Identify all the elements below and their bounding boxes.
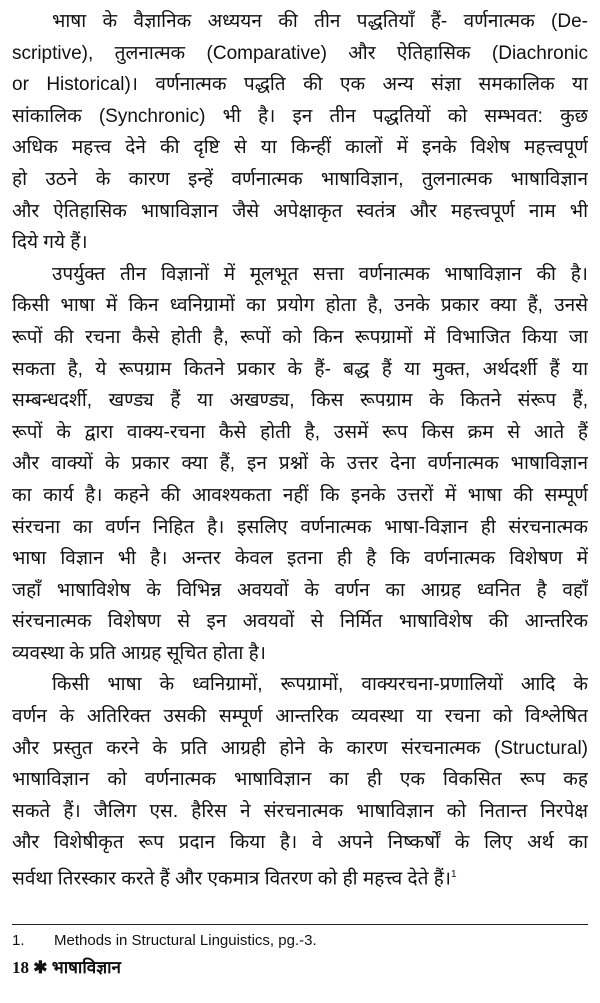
text-line: और वाक्यों के प्रकार क्या हैं, इन प्रश्नों के उत्तर देना वर्णनात्मक भाषाविज्ञान [12, 453, 588, 475]
footnote-divider [12, 924, 588, 925]
text-line: हो उठने के कारण इन्हें वर्णनात्मक भाषाविज्ञान, तुलनात्मक भाषाविज्ञान [12, 168, 588, 190]
text-line: रूपों की रचना कैसे होती है, रूपों को किन रूपग्रामों में विभाजित किया जा [12, 326, 588, 348]
text-line: संरचना का वर्णन निहित है। इसलिए वर्णनात्मक भाषा-विज्ञान ही संरचनात्मक [12, 516, 588, 538]
text-line: भाषा विज्ञान भी है। अन्तर केवल इतना ही है कि वर्णनात्मक विशेषण में [12, 548, 588, 570]
asterisk-separator-icon: ✱ [33, 958, 48, 977]
footnote-number: 1. [12, 932, 25, 949]
paragraph [12, 669, 588, 890]
text-line: भाषा के वैज्ञानिक अध्ययन की तीन पद्धतियाँ हैं- वर्णनात्मक (De- [52, 11, 588, 32]
page-number: 18 [12, 958, 29, 977]
text-line: और प्रस्तुत करने के प्रति आग्रही होने के कारण संरचनात्मक (Structural) [12, 737, 588, 759]
text-line: अधिक महत्त्व देने की दृष्टि से या किन्हीं कालों में इनके विशेष महत्त्वपूर्ण [12, 137, 588, 159]
text-line: रूपों के द्वारा वाक्य-रचना कैसे होती है, उसमें रूप किस क्रम से आते हैं [12, 421, 588, 443]
footnote-text: Methods in Structural Linguistics, pg.-3. [54, 932, 317, 949]
text-line: का कार्य है। कहने की आवश्यकता नहीं कि इनके उत्तरों में भाषा की सम्पूर्ण [12, 484, 588, 506]
text-line: भाषाविज्ञान को वर्णनात्मक भाषाविज्ञान का ही एक विकसित रूप कह [12, 769, 588, 791]
paragraph [12, 6, 588, 259]
text-line: सांकालिक (Synchronic) भी है। इन तीन पद्धतियों को सम्भवत: कुछ [12, 105, 588, 127]
footnote [12, 932, 317, 949]
footnote-marker: 1 [451, 869, 457, 881]
text-line: scriptive), तुलनात्मक (Comparative) और ऐतिहासिक (Diachronic [12, 42, 588, 64]
text-line: जहाँ भाषाविशेष के विभिन्न अवयवों के वर्णन का आग्रह ध्वनित है वहाँ [12, 579, 588, 601]
text-line: सर्वथा तिरस्कार करते हैं और एकमात्र वितरण को ही महत्त्व देते हैं।$^1$ [12, 868, 457, 890]
text-line: or Historical)। वर्णनात्मक पद्धति की एक अन्य संज्ञा समकालिक या [12, 74, 588, 96]
page-footer [12, 955, 121, 978]
text-line: व्यवस्था के प्रति आग्रह सूचित होता है। [12, 642, 266, 664]
text-line: किसी भाषा के ध्वनिग्रामों, रूपग्रामों, वाक्यरचना-प्रणालियों आदि के [52, 674, 588, 696]
text-line: दिये गये हैं। [12, 232, 88, 254]
text-line: किसी भाषा में किन ध्वनिग्रामों का प्रयोग होता है, उनके प्रकार क्या हैं, उनसे [12, 295, 588, 317]
text-line: संरचनात्मक विशेषण से इन अवयवों से निर्मित भाषाविशेष की आन्तरिक [12, 611, 588, 633]
book-title: भाषाविज्ञान [51, 958, 121, 977]
text-line: सम्बन्धदर्शी, खण्ड्य हैं या अखण्ड्य, किस रूपग्राम के कितने संरूप हैं, [12, 390, 588, 412]
text-line: और ऐतिहासिक भाषाविज्ञान जैसे अपेक्षाकृत स्वतंत्र और महत्त्वपूर्ण नाम भी [12, 200, 588, 222]
text-line: सकता है, ये रूपग्राम कितने प्रकार के हैं- बद्ध हैं या मुक्त, अर्थदर्शी हैं या [12, 358, 588, 380]
text-line: उपर्युक्त तीन विज्ञानों में मूलभूत सत्ता वर्णनात्मक भाषाविज्ञान की है। [52, 263, 588, 285]
text-line: वर्णन के अतिरिक्त उसकी सम्पूर्ण आन्तरिक व्यवस्था या रचना को विश्लेषित [12, 706, 588, 728]
body-text [12, 6, 588, 891]
text-line: और विशेषीकृत रूप प्रदान किया है। वे अपने निष्कर्षों के लिए अर्थ का [12, 832, 588, 854]
text-line: सकते हैं। जैलिग एस. हैरिस ने संरचनात्मक भाषाविज्ञान को नितान्त निरपेक्ष [12, 800, 588, 822]
paragraph [12, 259, 588, 670]
